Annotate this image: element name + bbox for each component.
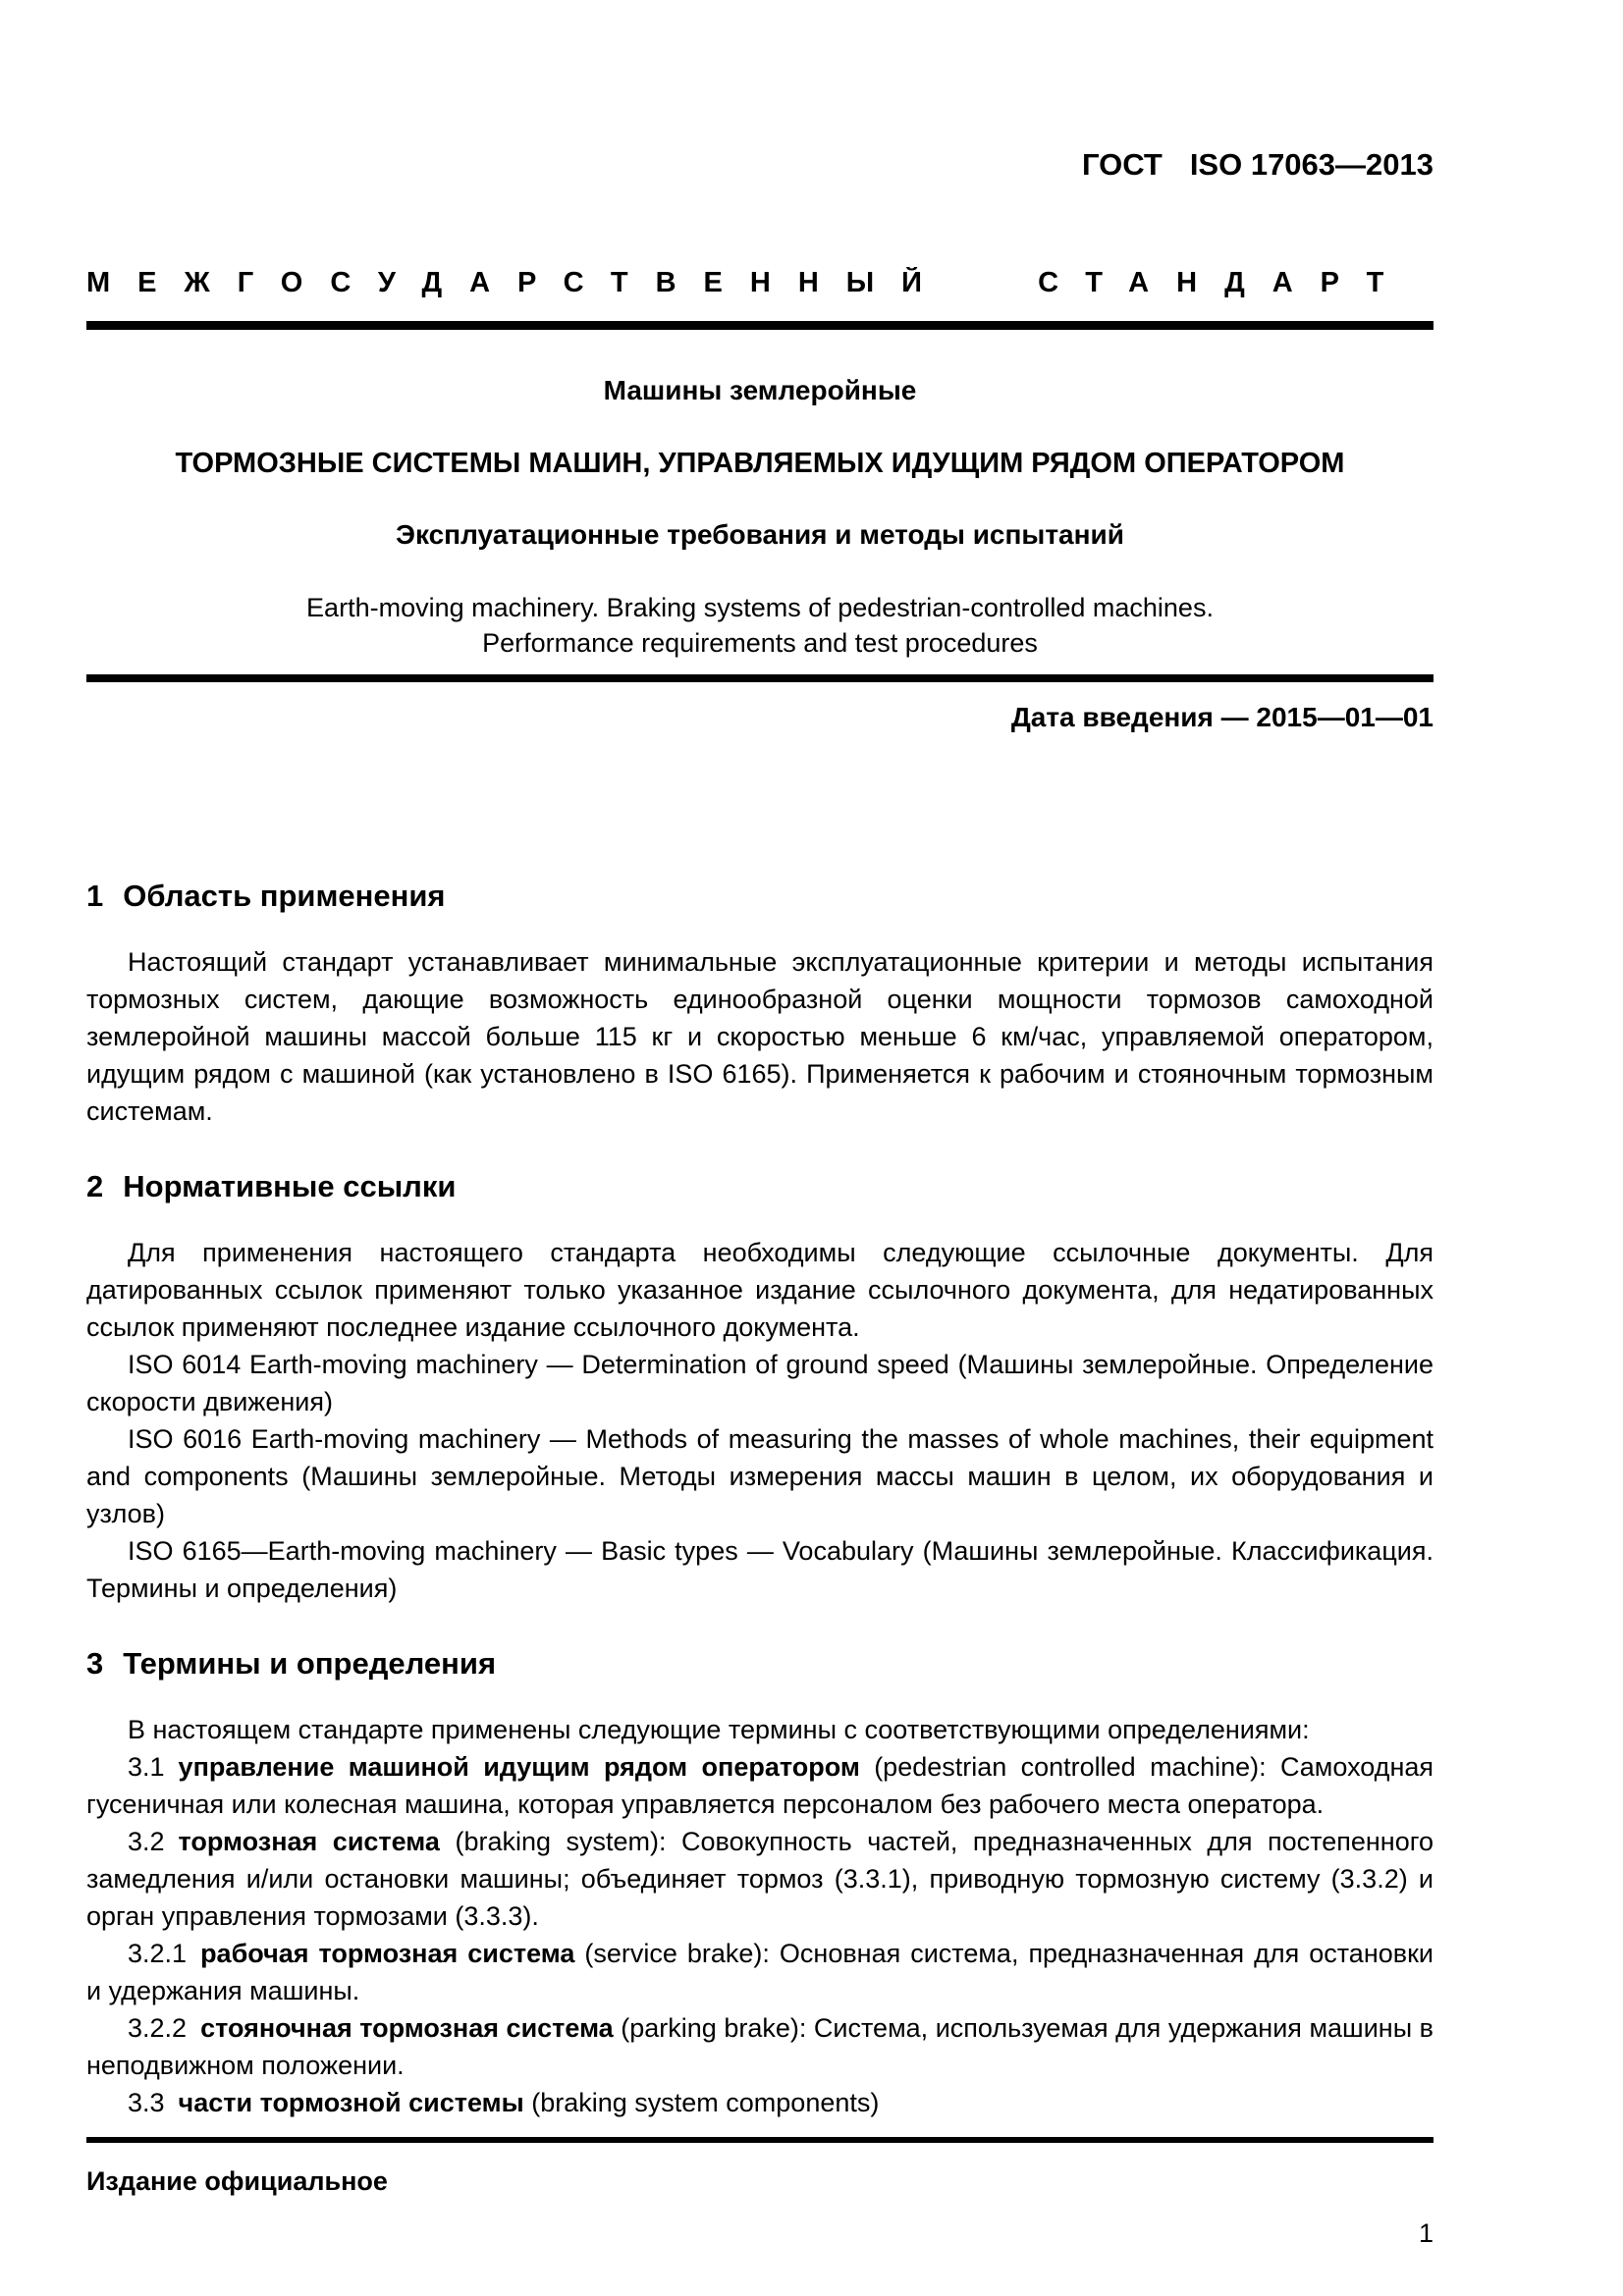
section-1-title: Область применения: [123, 879, 446, 913]
effective-date: Дата введения — 2015—01—01: [1010, 702, 1434, 732]
title-english: [86, 590, 1434, 661]
section-1-body: [86, 943, 1434, 1130]
title-main-ru: ТОРМОЗНЫЕ СИСТЕМЫ МАШИН, УПРАВЛЯЕМЫХ ИДУЩИМ РЯДОМ ОПЕРАТОРОМ: [175, 448, 1345, 479]
term-3-2-definition: (braking system): Совокупность частей, предназначенных для постепенного замедления и/или остановки машины; объединяет тормоз (3.3.1), приводную тормозную систему (3.3.2) и орган управления тормозами (3.3.3).: [86, 1827, 1434, 1931]
section-2-heading: [86, 1169, 1434, 1204]
term-3-1-definition: (pedestrian controlled machine): Самоходная гусеничная или колесная машина, которая управляется персоналом без рабочего места оператора.: [86, 1752, 1434, 1819]
term-3-2-1: [86, 1935, 1434, 2009]
title-english-line1: Earth-moving machinery. Braking systems of pedestrian-controlled machines.: [306, 593, 1214, 622]
official-edition-note: Издание официальное: [86, 2166, 388, 2196]
term-3-3-number: 3.3: [128, 2088, 165, 2117]
footer-divider-rule: [86, 2137, 1434, 2143]
section-2-title: Нормативные ссылки: [123, 1169, 457, 1203]
term-3-1-number: 3.1: [128, 1752, 165, 1782]
term-3-2-number: 3.2: [128, 1827, 165, 1856]
term-3-2: [86, 1823, 1434, 1935]
top-divider-rule: [86, 321, 1434, 330]
reference-iso-6016: ISO 6016 Earth-moving machinery — Methods of measuring the masses of whole machines, their equipment and components (Машины землеройные. Методы измерения массы машин в целом, их оборудования и узлов): [86, 1424, 1434, 1528]
term-3-1-name: управление машиной идущим рядом оператором: [178, 1752, 860, 1782]
title-group-ru: Машины землеройные: [603, 375, 917, 405]
term-3-2-2: [86, 2009, 1434, 2084]
term-3-2-1-name: рабочая тормозная система: [200, 1939, 575, 1968]
section-3-number: 3: [86, 1646, 104, 1681]
standard-type-banner: МЕЖГОСУДАРСТВЕННЫЙ СТАНДАРТ: [86, 267, 1412, 298]
section-3-heading: [86, 1646, 1434, 1682]
term-3-2-1-number: 3.2.1: [128, 1939, 188, 1968]
section-3-intro: В настоящем стандарте применены следующие термины с соответствующими определениями:: [128, 1715, 1310, 1744]
section-1-paragraph: Настоящий стандарт устанавливает минимальные эксплуатационные критерии и методы испытания тормозных систем, дающие возможность единообразной оценки мощности тормозов самоходной землеройной машины массой больше 115 кг и скоростью меньше 6 км/час, управляемой оператором, идущим рядом с машиной (как установлено в ISO 6165). Применяется к рабочим и стояночным тормозным системам.: [86, 947, 1434, 1126]
term-3-2-2-number: 3.2.2: [128, 2013, 188, 2043]
section-3-title: Термины и определения: [123, 1646, 497, 1681]
term-3-3-definition: (braking system components): [531, 2088, 880, 2117]
section-2-number: 2: [86, 1169, 104, 1203]
term-3-2-1-definition: (service brake): Основная система, предназначенная для остановки и удержания машины.: [86, 1939, 1434, 2005]
section-2-paragraph: Для применения настоящего стандарта необходимы следующие ссылочные документы. Для датированных ссылок применяют только указанное издание ссылочного документа, для недатированных ссылок применяют последнее издание ссылочного документа.: [86, 1238, 1434, 1342]
reference-iso-6014: ISO 6014 Earth-moving machinery — Determination of ground speed (Машины землеройные. Определение скорости движения): [86, 1350, 1434, 1416]
section-1-number: 1: [86, 879, 104, 913]
page-number: 1: [1418, 2218, 1434, 2248]
doc-number-code: ISO 17063—2013: [1189, 147, 1434, 182]
doc-number-header: [86, 147, 1434, 183]
reference-iso-6165: ISO 6165—Earth-moving machinery — Basic types — Vocabulary (Машины землеройные. Классификация. Термины и определения): [86, 1536, 1434, 1603]
term-3-3: [86, 2084, 1434, 2121]
term-3-3-name: части тормозной системы: [178, 2088, 524, 2117]
doc-number-gost: ГОСТ: [1081, 147, 1163, 182]
title-english-line2: Performance requirements and test procedures: [482, 628, 1038, 658]
term-3-2-2-name: стояночная тормозная система: [200, 2013, 614, 2043]
section-3-body: [86, 1711, 1434, 2121]
term-3-2-name: тормозная система: [178, 1827, 440, 1856]
title-divider-rule: [86, 674, 1434, 682]
term-3-2-2-definition: (parking brake): Система, используемая для удержания машины в неподвижном положении.: [86, 2013, 1434, 2080]
section-1-heading: [86, 879, 1434, 914]
term-3-1: [86, 1748, 1434, 1823]
title-sub-ru: Эксплуатационные требования и методы испытаний: [396, 519, 1124, 550]
section-2-body: [86, 1234, 1434, 1607]
